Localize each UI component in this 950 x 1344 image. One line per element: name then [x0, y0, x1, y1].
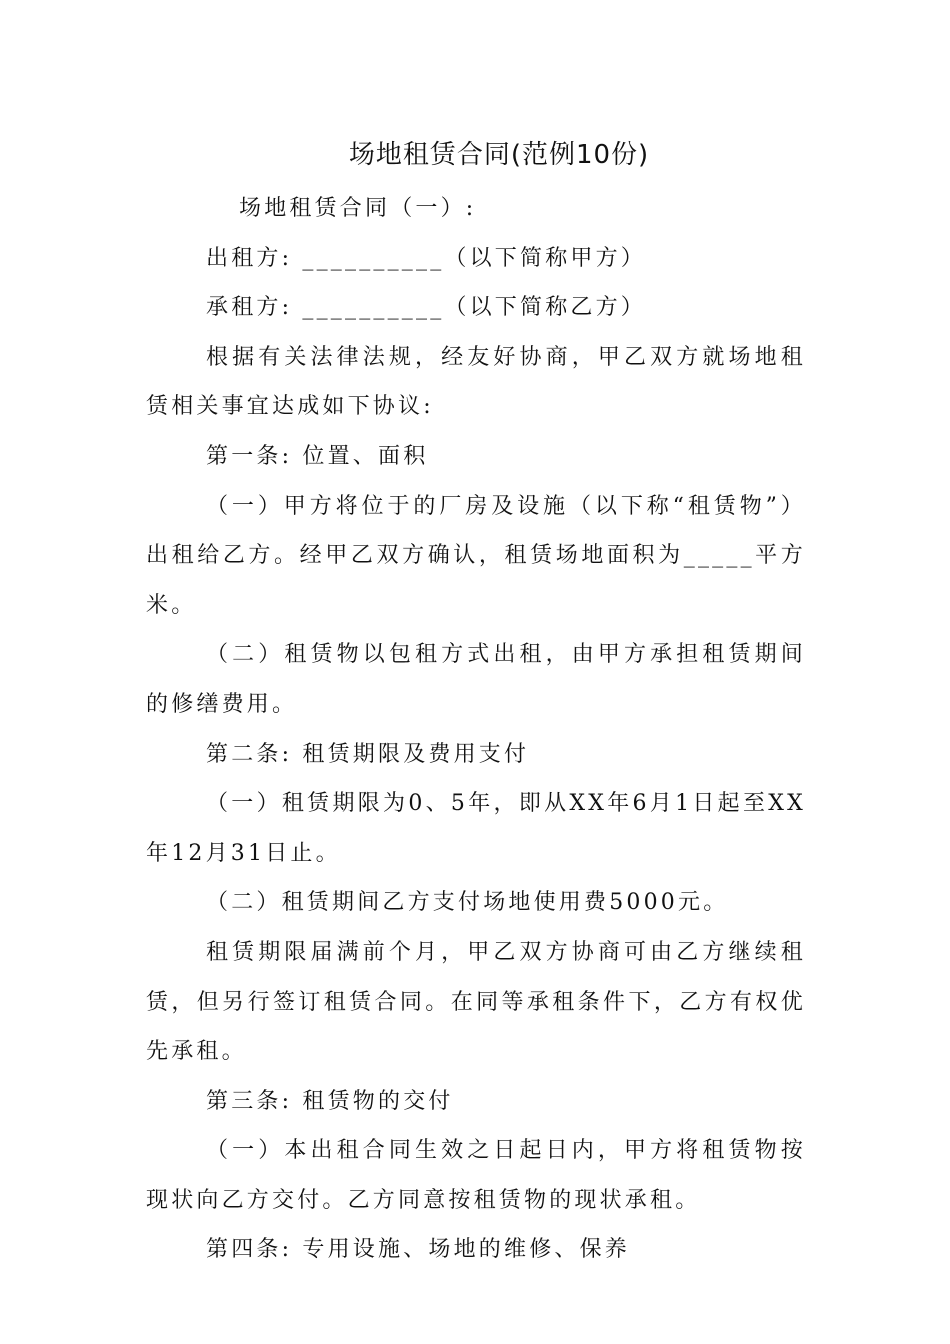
contract-subtitle: 场地租赁合同（一）: [239, 196, 477, 221]
article-2-clause-2: （二）租赁期间乙方支付场地使用费5000元。 [206, 890, 729, 916]
preamble-paragraph: 根据有关法律法规，经友好协商，甲乙双方就场地租赁相关事宜达成如下协议: [146, 344, 806, 420]
article-1-heading: 第一条: 位置、面积 [206, 443, 429, 469]
article-2-renewal-paragraph: 租赁期限届满前个月，甲乙双方协商可由乙方继续租赁，但另行签订租赁合同。在同等承租条件下，乙方有权优先承租。 [146, 939, 806, 1065]
document-title: 场地租赁合同(范例10份) [348, 140, 650, 170]
article-2-heading: 第二条: 租赁期限及费用支付 [206, 741, 530, 767]
article-3-heading: 第三条: 租赁物的交付 [206, 1088, 454, 1114]
article-1-clause-1: （一）甲方将位于的厂房及设施（以下称“租赁物”）出租给乙方。经甲乙双方确认，租赁场地面积为_____平方米。 [146, 493, 806, 618]
lessee-line: 承租方: __________（以下简称乙方） [206, 295, 647, 321]
article-2-clause-1: （一）租赁期限为0、5年，即从XX年6月1日起至XX年12月31日止。 [146, 791, 806, 866]
lessor-line: 出租方: __________（以下简称甲方） [206, 245, 647, 271]
article-1-clause-2: （二）租赁物以包租方式出租，由甲方承担租赁期间的修缮费用。 [146, 642, 806, 717]
document-body [146, 184, 806, 1275]
article-4-heading: 第四条: 专用设施、场地的维修、保养 [206, 1237, 631, 1263]
article-3-clause-1: （一）本出租合同生效之日起日内，甲方将租赁物按现状向乙方交付。乙方同意按租赁物的现状承租。 [146, 1138, 806, 1213]
